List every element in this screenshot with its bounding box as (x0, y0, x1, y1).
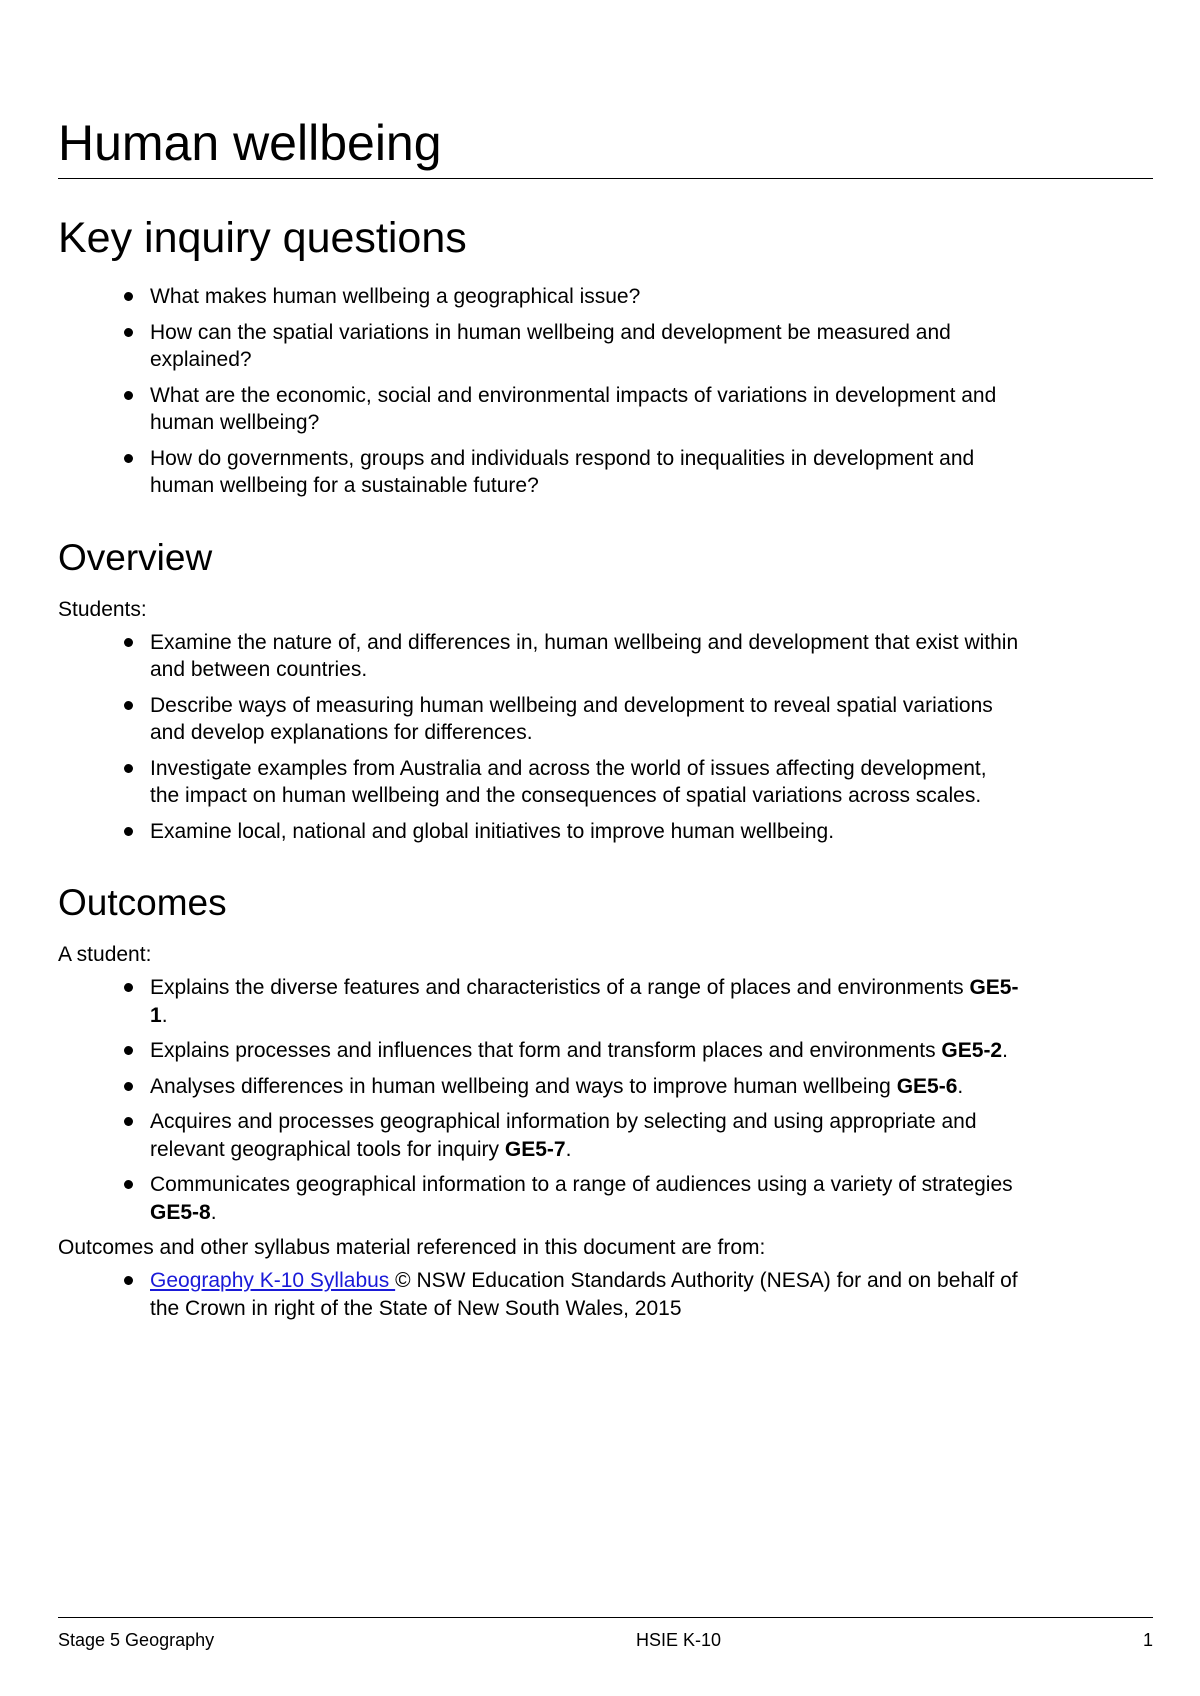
bullet-icon (124, 1117, 133, 1126)
outcomes-list (58, 974, 1153, 1226)
list-item: What makes human wellbeing a geographical issue? (150, 283, 1020, 311)
list-item: Geography K-10 Syllabus © NSW Education Standards Authority (NESA) for and on behalf of the Crown in right of the State of New South Wales, 2015 (150, 1267, 1020, 1322)
outcome-code: GE5-7 (504, 1137, 566, 1161)
key-inquiry-list (58, 283, 1153, 500)
list-item: Examine local, national and global initiatives to improve human wellbeing. (150, 818, 1020, 846)
bullet-icon (124, 391, 133, 400)
outcome-code: GE5-2 (941, 1039, 1003, 1062)
key-inquiry-heading: Key inquiry questions (58, 214, 467, 262)
list-item: Analyses differences in human wellbeing and ways to improve human wellbeing GE5-6. (150, 1073, 1020, 1101)
bullet-icon (124, 1082, 133, 1091)
bullet-icon (124, 1276, 133, 1285)
list-item: Examine the nature of, and differences in, human wellbeing and development that exist within and between countries. (150, 629, 1020, 684)
page-footer (58, 1617, 1153, 1651)
outcome-code: GE5-8 (150, 1200, 211, 1224)
bullet-icon (124, 764, 133, 773)
outcomes-heading: Outcomes (58, 882, 227, 923)
source-list (58, 1267, 1153, 1322)
bullet-icon (124, 983, 133, 992)
overview-list (58, 629, 1153, 846)
syllabus-link[interactable]: Geography K-10 Syllabus (150, 1269, 396, 1292)
list-item: Explains processes and influences that form and transform places and environments GE5-2. (150, 1037, 1020, 1065)
document-page (58, 0, 1153, 1330)
bullet-icon (124, 827, 133, 836)
list-item: How do governments, groups and individuals respond to inequalities in development and human wellbeing for a sustainable future? (150, 445, 1020, 500)
list-item: Communicates geographical information to a range of audiences using a variety of strategies GE5-8. (150, 1171, 1020, 1226)
page-title: Human wellbeing (58, 0, 1153, 179)
overview-heading: Overview (58, 536, 213, 578)
list-item: Investigate examples from Australia and across the world of issues affecting development, the impact on human wellbeing and the consequences of spatial variations across scales. (150, 755, 1020, 810)
bullet-icon (124, 1180, 133, 1189)
list-item: What are the economic, social and environmental impacts of variations in development and human wellbeing? (150, 382, 1020, 437)
outcome-code: GE5-1 (150, 976, 1019, 1027)
outcomes-intro: A student: (58, 943, 152, 966)
bullet-icon (124, 1046, 133, 1055)
list-item: Explains the diverse features and characteristics of a range of places and environments GE5-1. (150, 974, 1020, 1029)
page-number: 1 (1142, 1630, 1153, 1650)
footer-left: Stage 5 Geography (58, 1630, 215, 1650)
list-item: Acquires and processes geographical information by selecting and using appropriate and relevant geographical tools for inquiry GE5-7. (150, 1108, 1020, 1163)
list-item: Describe ways of measuring human wellbeing and development to reveal spatial variations and develop explanations for differences. (150, 692, 1020, 747)
bullet-icon (124, 701, 133, 710)
bullet-icon (124, 292, 133, 301)
bullet-icon (124, 454, 133, 463)
list-item: How can the spatial variations in human wellbeing and development be measured and explained? (150, 319, 1020, 374)
bullet-icon (124, 638, 133, 647)
bullet-icon (124, 328, 133, 337)
outcome-code: GE5-6 (896, 1074, 958, 1098)
footer-center: HSIE K-10 (636, 1630, 722, 1650)
overview-intro: Students: (58, 597, 147, 621)
source-intro: Outcomes and other syllabus material referenced in this document are from: (58, 1236, 766, 1259)
